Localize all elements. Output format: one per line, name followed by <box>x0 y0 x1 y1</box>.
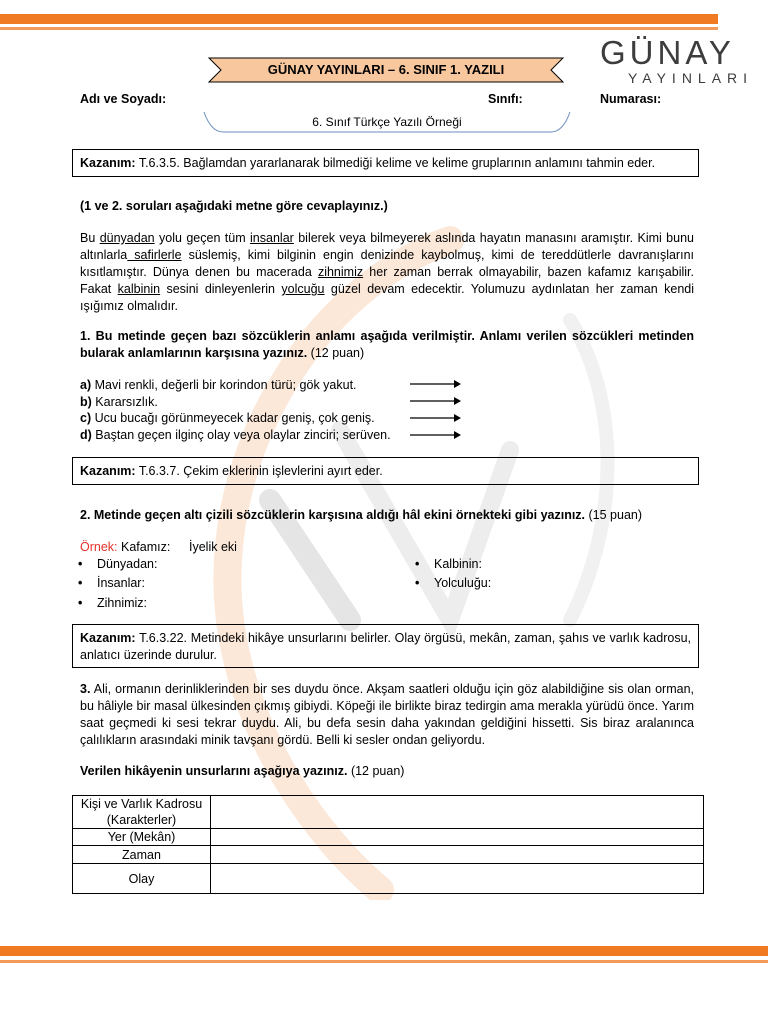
answer-cell[interactable] <box>211 864 704 894</box>
answer-cell[interactable] <box>211 796 704 829</box>
arrow-icon <box>410 413 462 423</box>
table-row <box>73 829 704 846</box>
question-1: 1. Bu metinde geçen bazı sözcüklerin anlamı aşağıda verilmiştir. Anlamı verilen sözcükleri metinden bularak anlamlarının karşısına yazınız. (12 puan) <box>80 329 694 360</box>
class-label: Sınıfı: <box>488 92 523 106</box>
table-row <box>73 846 704 864</box>
question-2: 2. Metinde geçen altı çizili sözcüklerin karşısına aldığı hâl ekini örnekteki gibi yazınız. (15 puan) <box>80 508 643 522</box>
kazanim-box-3: Kazanım: T.6.3.22. Metindeki hikâye unsurlarını belirler. Olay örgüsü, mekân, zaman, şahıs ve varlık kadrosu, anlatıcı üzerinde durulur. <box>72 624 699 668</box>
row-label: Zaman <box>73 846 211 864</box>
table-row <box>73 796 704 829</box>
row-label: Kişi ve Varlık Kadrosu (Karakterler) <box>73 796 211 829</box>
kazanim-box-2: Kazanım: T.6.3.7. Çekim eklerinin işlevlerini ayırt eder. <box>72 457 699 485</box>
underlined-word: dünyadan <box>99 231 155 245</box>
exam-title: GÜNAY YAYINLARI – 6. SINIF 1. YAZILI <box>267 62 505 77</box>
intro-instruction: (1 ve 2. soruları aşağıdaki metne göre cevaplayınız.) <box>80 199 388 213</box>
example-line: Örnek: Kafamız: <box>80 540 171 554</box>
underlined-word: insanlar <box>250 231 294 245</box>
logo-text-top: GÜNAY <box>600 34 735 71</box>
answer-cell[interactable] <box>211 846 704 864</box>
q1-item-d: d) Baştan geçen ilginç olay veya olaylar zinciri; serüven. <box>80 427 391 442</box>
subtitle: 6. Sınıf Türkçe Yazılı Örneği <box>312 115 462 129</box>
answer-item: • Dünyadan: <box>97 557 157 571</box>
answer-item: • Kalbinin: <box>434 557 482 571</box>
name-label: Adı ve Soyadı: <box>80 92 167 106</box>
reading-passage: Bu dünyadan yolu geçen tüm insanlar bilerek veya bilmeyerek aslında hayatın manasını aramıştır. Kimi bunu altınlarla safirlerle süslemiş, kimi bilginin engin denizinde kaybolmuş, kimi de tereddütlerle davranışlarını kısıtlamıştır. Dünya denen bu macerada zihnimiz her zaman berrak olmayabilir, bazen kafamız karışabilir. Fakat kalbinin sesini dinleyenlerin yolcuğu güzel devam edecektir. Yolumuzu aydınlatan her zaman kendi ışığımız olmalıdır. <box>80 231 694 313</box>
underlined-word: yolcuğu <box>281 282 325 296</box>
story-elements-table <box>72 795 704 894</box>
arrow-icon <box>410 430 462 440</box>
underlined-word: zihnimiz <box>317 265 364 279</box>
arrow-icon <box>410 379 462 389</box>
answer-item: • Zihnimiz: <box>97 596 147 610</box>
kazanim-box-1 <box>72 149 699 177</box>
answer-cell[interactable] <box>211 829 704 846</box>
underlined-word: kalbinin <box>117 282 161 296</box>
table-row <box>73 864 704 894</box>
example-answer: İyelik eki <box>189 540 237 554</box>
question-3-instruction: Verilen hikâyenin unsurlarını aşağıya yazınız. (12 puan) <box>80 764 405 778</box>
answer-item: • Yolculuğu: <box>434 576 491 590</box>
kazanim-label: Kazanım: <box>80 156 136 170</box>
underlined-word: safirlerle <box>127 248 182 262</box>
top-stripe <box>0 14 718 24</box>
row-label: Yer (Mekân) <box>73 829 211 846</box>
subtitle-frame <box>203 111 571 133</box>
kazanim-text: T.6.3.5. Bağlamdan yararlanarak bilmediği kelime ve kelime gruplarının anlamını tahmin eder. <box>135 156 656 170</box>
q1-item-a: a) Mavi renkli, değerli bir korindon türü; gök yakut. <box>80 378 357 392</box>
number-label: Numarası: <box>600 92 662 106</box>
q1-item-c: c) Ucu bucağı görünmeyecek kadar geniş, çok geniş. <box>80 411 375 425</box>
bottom-stripe <box>0 946 768 956</box>
bottom-stripe-thin <box>0 960 768 963</box>
title-banner <box>205 56 567 84</box>
top-stripe-thin <box>0 27 718 30</box>
logo-text-bottom: YAYINLARI <box>628 70 754 86</box>
question-3-story: 3. Ali, ormanın derinliklerinden bir ses duydu önce. Akşam saatleri olduğu için göz alabildiğine sis olan orman, bu hâliyle bir masal ülkesinden çıkmış gibiydi. Köpeği ile birlikte biraz tedirgin ama merakla yürüdü önce. Yarım saat geçmedi ki sesi tekrar duydu. Ali, bu defa sesin daha yakından geldiğini hissetti. Sis biraz aralanınca çalılıkların arasındaki minik tavşanı gördü. Belli ki sesler ondan geliyordu. <box>80 682 694 747</box>
question-1-items <box>80 377 391 443</box>
gunay-logo <box>600 36 760 86</box>
row-label: Olay <box>73 864 211 894</box>
arrow-icon <box>410 396 462 406</box>
answer-item: • İnsanlar: <box>97 576 145 590</box>
q1-item-b: b) Kararsızlık. <box>80 394 158 409</box>
